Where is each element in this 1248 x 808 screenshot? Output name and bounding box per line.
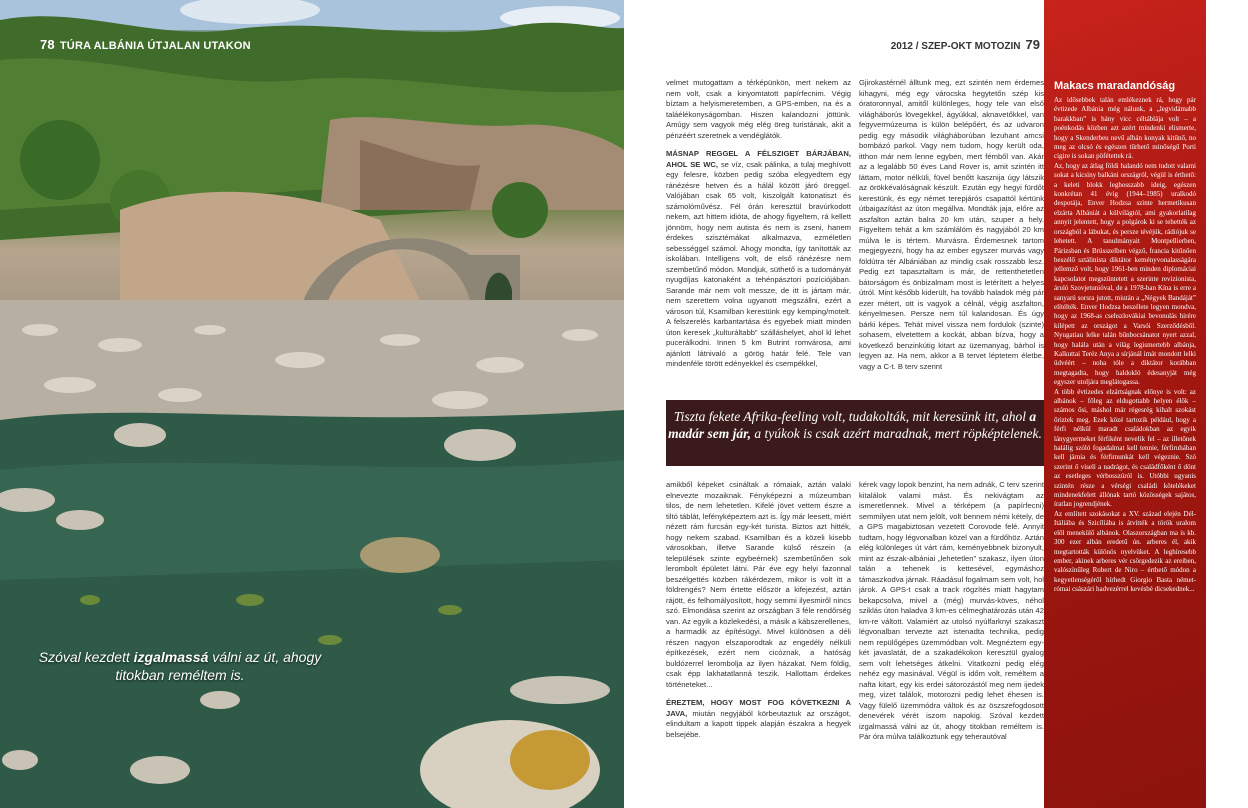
paragraph-text: miután negyjából körbeutaztuk az országot, elindultam a kapott tippek alapján északra a hegyek belsejébe. — [666, 708, 851, 739]
sidebar-paragraph: Az említett szokásokat a XV. század elején Dél-Itáliába és Szicíliába is átvitték a török uralom elől menekülő albánok. Olaszországban ma is kb. 300 ezer albán eredetű ún. arberes él, akik megtartották különös nyelvüket. A leghíresebb ember, akinek arberes vér csörgedezik az ereiben, valószínűleg Robert de Niro – érthető módon a kegyetlenségéről hírhedt Giorgio Basta német-római császári hadvezérrel kevésbé dicsekednek... — [1054, 509, 1196, 594]
paragraph: velmet mutogattam a térképünkön, mert nekem az nem volt, csak a kinyomtatott papírfecnim. Végig bíztam a helyismeretemben, a GPS-emben, na és a taláélékonyságomban. Hiszen kalandozni jöttünk. Amúgy sem vagyok még elég öreg turistának, akit a pénzéért szeretnek a vendéglátók. — [666, 78, 851, 140]
right-page-number: 79 — [1025, 37, 1040, 52]
article-column-2-bottom — [859, 480, 1044, 804]
paragraph: Gjirokastérnél álltunk meg, ezt szintén nem érdemes kihagyni, még egy várocska hegytetőn szép kis óratoronnyal, amitől különleges, hogy tele van első világháborús lövegekkel, ágyúkkal, aknavetőkkel, van fegyvermúzeuma is külön belépőért, és az udvaron pedig egy második világháborúban lezuhant amcsi bombázó parkol. Vagy nem tudom, hogy került oda, itthon már nem lenne egyben, mert fémből van. Akár az a legalább 50 éves Land Rover is, amit szintén itt láttam, motor nélküli, füvel benőtt kasznija úgy látszik az örökkévalóságnak készült. Ezután egy hegyi fürdőt kerestünk, és egy német terepjárós csapattól kértünk útbaigazítást az úton megállva. Mondták jaja, előre az aszfalton aztán balra 20 km után, szuper a hely. Figyeltem tehát a km számlálóm és nagyjából 20 km múlva le is tértem. Murvásra. Érdemesnek tartom megjegyezni, hogy ha az ember egyszer murvás vagy földútra tér Albániában az mindig csak rosszabb lesz. Pedig ezt tapasztaltam is már, de rettenthetetlen bátorságom és önbizalmam most is letérített a helyes útról. Mint később kiderült, ha tovább haladok még pár ezer métert, ott is vagyok a célnál, végig aszfalton, kényelmesen. Persze nem túl kalandosan. És úgy bárki képes. Tehát mivel vissza nem fordulok (szinte) sohasem, elvetettem a kockát, abban bízva, hogy a következő benzinkútig kitart az üzemanyag, bárhol is legyen az. Ha nem, akkor a B tervet léptetem életbe, vagy a C-t. B terv szerint — [859, 78, 1044, 371]
page-margin — [1206, 0, 1248, 808]
section-lead: ÉREZTEM, HOGY MOST FOG KÖVETKEZNI A JAVA, — [666, 698, 851, 718]
left-page-number: 78 — [40, 37, 55, 52]
sidebar-paragraph: A több évtizedes elzártságnak előnye is volt: az albánok – főleg az eldugottabb helyen élők – számos ősi, máshol már régesrég kihalt szokást őriztek meg. Ezek közé tartozik például, hogy a férfi nélkül maradt családokban az egyik lánygyermeket férfiként nevelik fel – az illetőnek halálig szóló fogadalmat kell tennie, férfiruhában kell járnia és férfimunkát kell végeznie. Szó szerint ő viseli a nadrágot, és családfőként ő dönt az esetleges vérbosszúról is. Utóbbi ugyanis szintén része a vérségi családi kötelékeket mindenekfelett állónak tartó közösségek sajátos, íratlan jogrendjének. — [1054, 387, 1196, 509]
sidebar-title: Makacs maradandóság — [1054, 80, 1176, 92]
pull-quote — [666, 400, 1044, 466]
sidebar-box — [1044, 0, 1206, 808]
article-column-1-top — [666, 78, 851, 394]
left-page-header — [40, 37, 251, 52]
paragraph: amikből képeket csináltak a rómaiak, aztán valaki elnevezte mozaiknak. Fényképezni a múzeumban tilos, de nem lehetetlen. Kifelé jövet vettem észre a tiltó táblát, lefényképeztem azt is. Így már leesett, miért nézett rám furcsán egy-két turista. Biztos azt hitték, hogy nekem szabad. Ksamilban és a közeli kisebb városokban, illetve Sarande külső részein (a települések szinte egybeérnek) szembetűnően sok lerombolt épületet látni. Pár éve egy helyi fazonnal beszélgettés közben rákérdezem, mikor is volt itt a földrengés? Nem értette először a kifejezést, aztán rájött, és felhomályosított, hogy semmi ilyesmiről nincs szó. Elmondása szerint az országban 3 féle rendőrség van. Az egyik a közlekedési, a másik a kábszerellenes, a harmadik az építésügyi. Mivel különösen a déli részen nagyon elszaporodtak az engedély nélküli építkezések, ezért nem cicóznak, a hatóság buldózerrel lerombolja az ilyen házakat. Nem földig, csak épp lakhatatlanná teszik. Hallottam érdekes történeteket... — [666, 480, 851, 689]
article-column-2-top — [859, 78, 1044, 394]
photo-caption — [30, 648, 330, 684]
quote-text-bold: a madár sem jár, — [668, 409, 1037, 441]
left-running-head: TÚRA ALBÁNIA ÚTJALAN UTAKON — [59, 40, 251, 52]
caption-text-post: válni az út, ahogy titokban reméltem is. — [115, 649, 322, 683]
caption-text-bold: izgalmassá — [133, 649, 209, 665]
quote-text-post: a tyúkok is csak azért maradnak, mert röpképtelenek. — [750, 426, 1042, 441]
caption-text-pre: Szóval kezdett — [38, 649, 134, 665]
right-running-head: 2012 / SZEP-OKT MOTOZIN — [890, 41, 1021, 52]
article-column-1-bottom — [666, 480, 851, 804]
paragraph — [666, 698, 851, 740]
right-page-header — [891, 37, 1040, 52]
quote-text-pre: Tiszta fekete Afrika-feeling volt, tudakolták, mit keresünk itt, ahol — [673, 409, 1030, 424]
paragraph: kérek vagy lopok benzint, ha nem adnák, C terv szerint kitalálok valami mást. És nekivágtam az ismeretlennek. Mivel a térképem (a papírfecni) semmilyen utat nem jelölt, volt bennem némi kétely, de a GPS magabiztosan vezetett Corovode felé. Annyit tudtam, hogy légvonalban közel van a fürdőhöz. Aztán elég különleges út várt rám, keményebbnek bizonyult, mint az észak-albániai „lehetetlen” szakasz, ilyen úton talán a tehenek is kettesével, egymáshoz támaszkodva járnak. Ráadásul fogalmam sem volt, hol járok. A GPS-t csak a track rögzítés miatt hagytam bekapcsolva, mivel a (még) murvás-köves, néhol sziklás úton haladva 3 km-es célmeghatározás után 42 km-re váltott. Valamiért az utolsó nyúlfarknyi szakaszt légvonalban tervezte azt istenadta technika, pedig nem repülőgépes üzemmódban volt. Megnéztem egy-két javaslatát, de a szakadékokon keresztül gyalog sem volt lehetséges átkelni. Vitatkozni pedig elég nehéz egy masinával. Végül is időm volt, reméltem a nafta kitart, egy kis erdei sátorozástól meg nem ijedek meg, vizet találok, motorozni pedig lehet éhesen is. Vagy fülelő üzemmódra váltok és az öszszefogdosott denevérek vérét iszom napokig. Szóval kezdett izgalmassá válni az út, ahogy titokban reméltem is. Pár óra múlva találkoztunk egy teherautóval — [859, 480, 1044, 741]
section-lead: MÁSNAP REGGEL A FÉLSZIGET BÁRJÁBAN, AHOL SE WC, — [666, 149, 851, 169]
paragraph-text: se víz, csak pálinka, a tulaj meghívott egy felesre, közben pedig szóba elegyedtem egy ránézésre hetven és a hálál között járó öreggel. Valójában csak 65 volt, kiszolgált katonatiszt és számolóművész. Fél órán keresztül bravúrkodott nekem, azt hittem idióta, de ahogy figyeltem, rá kellett jönnöm, hogy nem autista és nem is zseni, hanem érdekes szisztémákat alkalmazva, ezméletlen sebességgel számol. Ahogy mondta, így tanították az iskolában. Intelligens volt, de első ránézésre nem szembetűnő módon. Mondjuk, süthető is a tudományát nyugdíjas katonaként a tehénpásztori pozíciójában. Sarande már nem volt messze, de itt is jártam már, nem szerettem volna ugyanott megszállni, ezért a városon túl, Ksamilban kerestünk egy kemping/motelt. A felszerelés karbantartása és egyebek miatt minden úton keresek „kulturáltabb” szálláshelyet, ahol kl lehet pucerálkodni. Innen 5 km Butrint romvárosa, ami ajánlott látnivaló a görög határ felé. Tele van mindenféle törött edényekkel és csempékkel, — [666, 159, 851, 368]
sidebar-body — [1054, 96, 1196, 802]
sidebar-paragraph: Az idősebbek talán emlékeznek rá, hogy pár évtizede Albánia még nálunk, a „legvidámabb barakkban” is hány vicc céltáblája volt – a poénkodás közben azt azért mindenki elismerte, hogy a Skenderbeu nevű albán konyak kitűnő, no meg az olcsó és egészen tűrhető minőségű Porti cigire is sokan pöfétettek rá. — [1054, 96, 1196, 161]
sidebar-paragraph: Az, hogy az átlag földi halandó nem tudott valami sokat a kicsiny balkáni országról, végül is érthető: a keleti blokk leghosszabb ideig, egészen konkrétan 41 évig (1944–1985) uralkodó despotája, Enver Hodzsa szinte hermetikusan elzárta Albániát a külvilágtól, ami gyakorlatilag annyit jelentett, hogy a polgárok ki se tehették az országból a lábukat, és persze tévéjük, rádiójuk se lehetett. A tanulmányait Montpellierben, Párizsban és Brüsszelben végző, francia kitűnően beszélő sztálinista diktátor keményvonalasságára jellemző volt, hogy 1961-ben minden diplomáciai kapcsolatot megszüntetett a szerinte revizionista, áruló Szovjetunióval, de a 1978-ban Kína is erre a sanyarú sorsra jutott, miután a „Négyek Bandáját” elítélték. Enver Hodzsa beszélete legyen mondva, hogy az 1968-as csehszlovákiai bevonulás hírére kilépett az országot a Varsói Szerződésből. Nyugatiau lelke talán bűnbocsánatot nyert azzal, hogy halála után a világ legismertebb albánja, Kalkuttai Teréz Anya a sírjánál imát mondott lelki üdvéért – noha tóle a diktátor korábban megtagadta, hogy haldokló édesanyját még egyszer utoljára meglátogassa. — [1054, 161, 1196, 387]
paragraph — [666, 149, 851, 370]
